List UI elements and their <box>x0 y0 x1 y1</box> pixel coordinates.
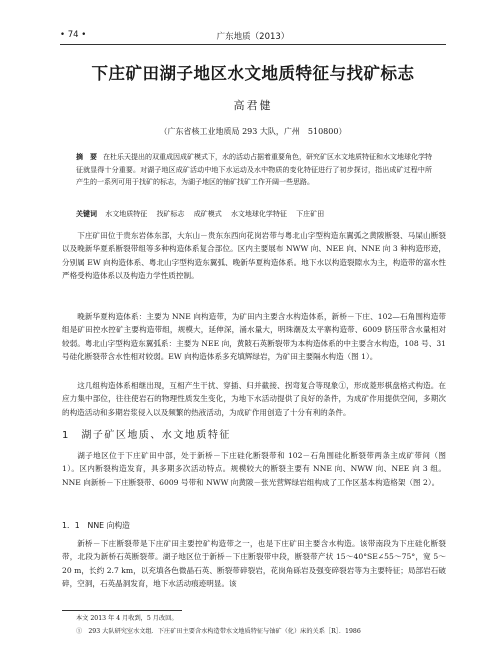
footnote-reference: ① 293 大队研究室水文组．下庄矿田主要含水构造带水文地质特征与铀矿（化）床的关系［R］．1986 <box>76 628 361 635</box>
abstract-text: 在杜乐天提出的双重成因成矿模式下，水的活动占据着重要角色，研究矿区水文地质特征和水文地球化学特征就显得十分重要。对湖子地区成矿活动中地下水运动及水中物质的变化特征进行了初步探讨，指出成矿过程中所产生的一系列可用于找矿的标志，为湖子地区的铀矿找矿工作开阔一些思路。 <box>76 153 432 186</box>
section-heading: 1 湖子矿区地质、水文地质特征 <box>62 430 231 441</box>
running-header <box>60 30 446 44</box>
footnote-rule <box>62 610 182 611</box>
keyword: 水文地质特征 <box>105 210 148 218</box>
author-affiliation: （广东省核工业地质局 293 大队，广州 510800） <box>159 127 347 136</box>
author-name: 高君健 <box>233 99 273 112</box>
keyword: 成矿模式 <box>193 210 222 218</box>
article-title: 下庄矿田湖子地区水文地质特征与找矿标志 <box>91 64 415 83</box>
body-paragraph: 新桥－下庄断裂带是下庄矿田主要控矿构造带之一，也是下庄矿田主要含水构造。该带南段为下庄硅化断裂带，北段为新桥石英断裂带。湖子地区位于新桥－下庄断裂带中段，断裂带产状 15～40°SE∠55～75°，宽 5～20 m，长约 2.7 km，以充填各色微晶石英、断裂带碎裂岩，花岗角砾岩及强变碎裂岩等为主要特征；局部岩石破碎，空洞，石英晶洞发育，地下水活动痕迹明显。该 <box>62 539 446 589</box>
page-number: • 74 • <box>60 30 87 40</box>
body-paragraph: 湖子地区位于下庄矿田中部，处于新桥－下庄硅化断裂带和 102－石角围硅化断裂带两条主成矿带间（图 1）。区内断裂构造发育，具多期多次活动特点。规模较大的断裂主要有 NNE 向、NWW 向、NEE 向 3 组。NNE 向新桥－下庄断裂带、6009 号带和 NWW 向黄陂－张光营辉绿岩组构成了工作区基本构造格架（图 2）。 <box>62 451 446 487</box>
abstract <box>76 151 432 189</box>
keywords <box>76 208 432 220</box>
subsection-heading: 1．1 NNE 向构造 <box>62 521 130 530</box>
footnote-received: 本文 2013 年 4 月收到，5 月改回。 <box>76 615 178 622</box>
abstract-label: 摘 要 <box>76 153 97 161</box>
keyword: 水文地球化学特征 <box>230 210 287 218</box>
journal-name: 广东地质（2013） <box>216 32 290 42</box>
keywords-label: 关键词 <box>76 210 97 218</box>
keyword: 下庄矿田 <box>296 210 325 218</box>
body-paragraph: 这几组构造体系相继出现，互相产生干扰、穿插、归并截接、拐弯复合等现象①，形成菱形棋盘格式构造。在应力集中部位，往往使岩石的物理性质发生变化，为地下水活动提供了良好的条件，为成矿作用提供空间，多期次的构造活动和多期岩浆侵入以及频繁的热液活动，为成矿作用创造了十分有利的条件。 <box>62 381 446 417</box>
header-rule <box>60 44 446 45</box>
body-paragraph: 晚新华夏构造体系：主要为 NNE 向构造带，为矿田内主要含水构造体系，新桥－下庄、102—石角围构造带组是矿田控水控矿主要构造带组，规模大，延伸深，涌水量大，明珠潮及太平寨构造带、6009 脐压带含水量相对较弱。粤北山字型构造东翼弧系：主要为 NEE 向，黄陂石英断裂带为本构造体系的中主要含水构造，108 号、31 号硅化断裂带含水性相对较弱。EW 向构造体系多充填辉绿岩，为矿田主要隔水构造（图 1）。 <box>62 312 446 362</box>
body-paragraph: 下庄矿田位于贵东岩体东部，大东山－贵东东西向花岗岩带与粤北山字型构造东翼弧之黄陂断裂、马屎山断裂以及晚新华夏系断裂带组等多种构造体系复合部位。区内主要展布 NWW 向、NEE 向、NNE 向 3 种构造形迹，分别属 EW 向构造体系、粤北山字型构造东翼弧、晚新华夏构造体系。地下水以构造裂隙水为主，构造带的富水性严格受构造体系以及构造力学性质控制。 <box>62 231 446 281</box>
keyword: 找矿标志 <box>156 210 185 218</box>
